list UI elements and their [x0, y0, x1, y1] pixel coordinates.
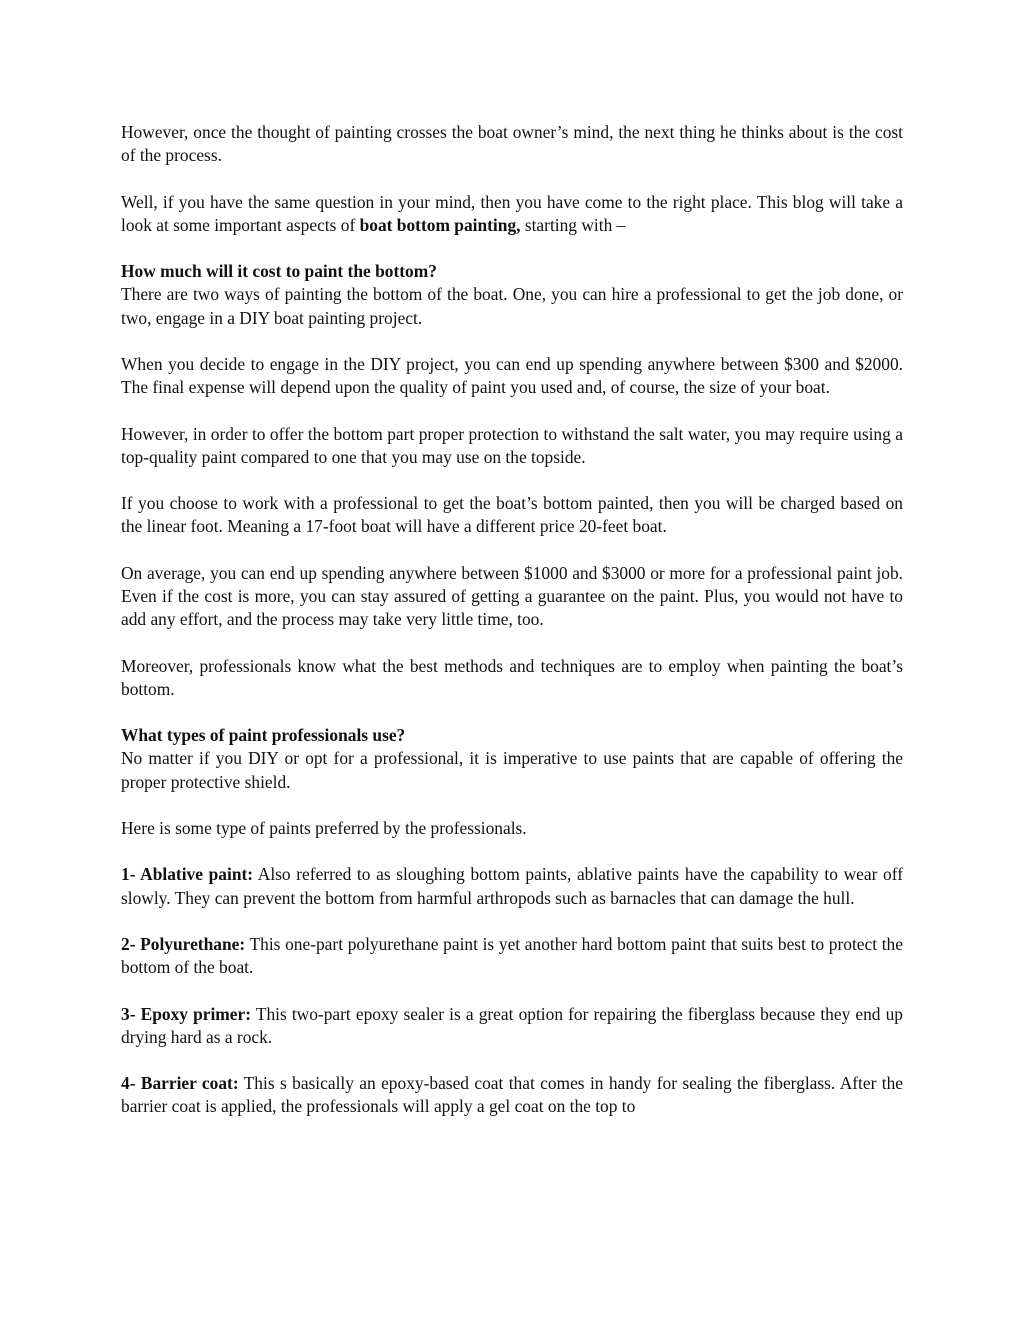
paragraph-blog-overview: [121, 191, 903, 237]
list-item: [121, 1072, 903, 1118]
paragraph-preferred-paints: Here is some type of paints preferred by the professionals.: [121, 817, 527, 838]
list-item-term: 4- Barrier coat:: [121, 1073, 239, 1094]
paragraph-salt-water: However, in order to offer the bottom part proper protection to withstand the salt water, you may require using a top-quality paint compared to one that you may use on the topside.: [121, 423, 903, 467]
paragraph-diy-cost: When you decide to engage in the DIY project, you can end up spending anywhere between $300 and $2000. The final expense will depend upon the quality of paint you used and, of course, the size of your boat.: [121, 353, 903, 398]
list-item-term: 3- Epoxy primer:: [121, 1003, 252, 1024]
list-item-text: This two-part epoxy sealer is a great option for repairing the fiberglass because they end up drying hard as a rock.: [121, 1003, 903, 1047]
paragraph-blog-overview-tail: starting with –: [520, 214, 626, 235]
list-item: [121, 863, 903, 909]
heading-paint-types: What types of paint professionals use?: [121, 725, 406, 746]
heading-cost: How much will it cost to paint the bottom?: [121, 261, 437, 282]
list-item: [121, 1003, 903, 1049]
list-item: [121, 933, 903, 979]
list-item-text: This one-part polyurethane paint is yet another hard bottom paint that suits best to protect the bottom of the boat.: [121, 933, 903, 978]
paragraph-average-cost: On average, you can end up spending anywhere between $1000 and $3000 or more for a professional paint job. Even if the cost is more, you can stay assured of getting a guarantee on the paint. Plus, you would not have to add any effort, and the process may take very little time, too.: [121, 562, 903, 630]
paragraph-methods: Moreover, professionals know what the best methods and techniques are to employ when painting the boat’s bottom.: [121, 655, 903, 699]
paragraph-linear-foot: If you choose to work with a professional to get the boat’s bottom painted, then you will be charged based on the linear foot. Meaning a 17-foot boat will have a different price 20-feet boat.: [121, 493, 903, 537]
list-item-term: 1- Ablative paint:: [121, 864, 254, 885]
paragraph-intro: However, once the thought of painting crosses the boat owner’s mind, the next thing he thinks about is the cost of the process.: [121, 122, 903, 166]
list-item-text: Also referred to as sloughing bottom paints, ablative paints have the capability to wear off slowly. They can prevent the bottom from harmful arthropods such as barnacles that can damage the hull.: [121, 864, 903, 908]
list-item-term: 2- Polyurethane:: [121, 933, 246, 954]
paragraph-protective-shield: No matter if you DIY or opt for a professional, it is imperative to use paints that are capable of offering the proper protective shield.: [121, 748, 903, 792]
keyword-boat-bottom-painting: boat bottom painting,: [359, 214, 521, 235]
paragraph-blog-overview-text: Well, if you have the same question in your mind, then you have come to the right place. This blog will take a look at some important aspects of: [121, 191, 903, 235]
list-item-text: This s basically an epoxy-based coat that comes in handy for sealing the fiberglass. After the barrier coat is applied, the professionals will apply a gel coat on the top to: [121, 1073, 904, 1117]
paragraph-two-ways: There are two ways of painting the bottom of the boat. One, you can hire a professional to get the job done, or two, engage in a DIY boat painting project.: [121, 284, 903, 328]
document-page: [121, 121, 903, 1119]
